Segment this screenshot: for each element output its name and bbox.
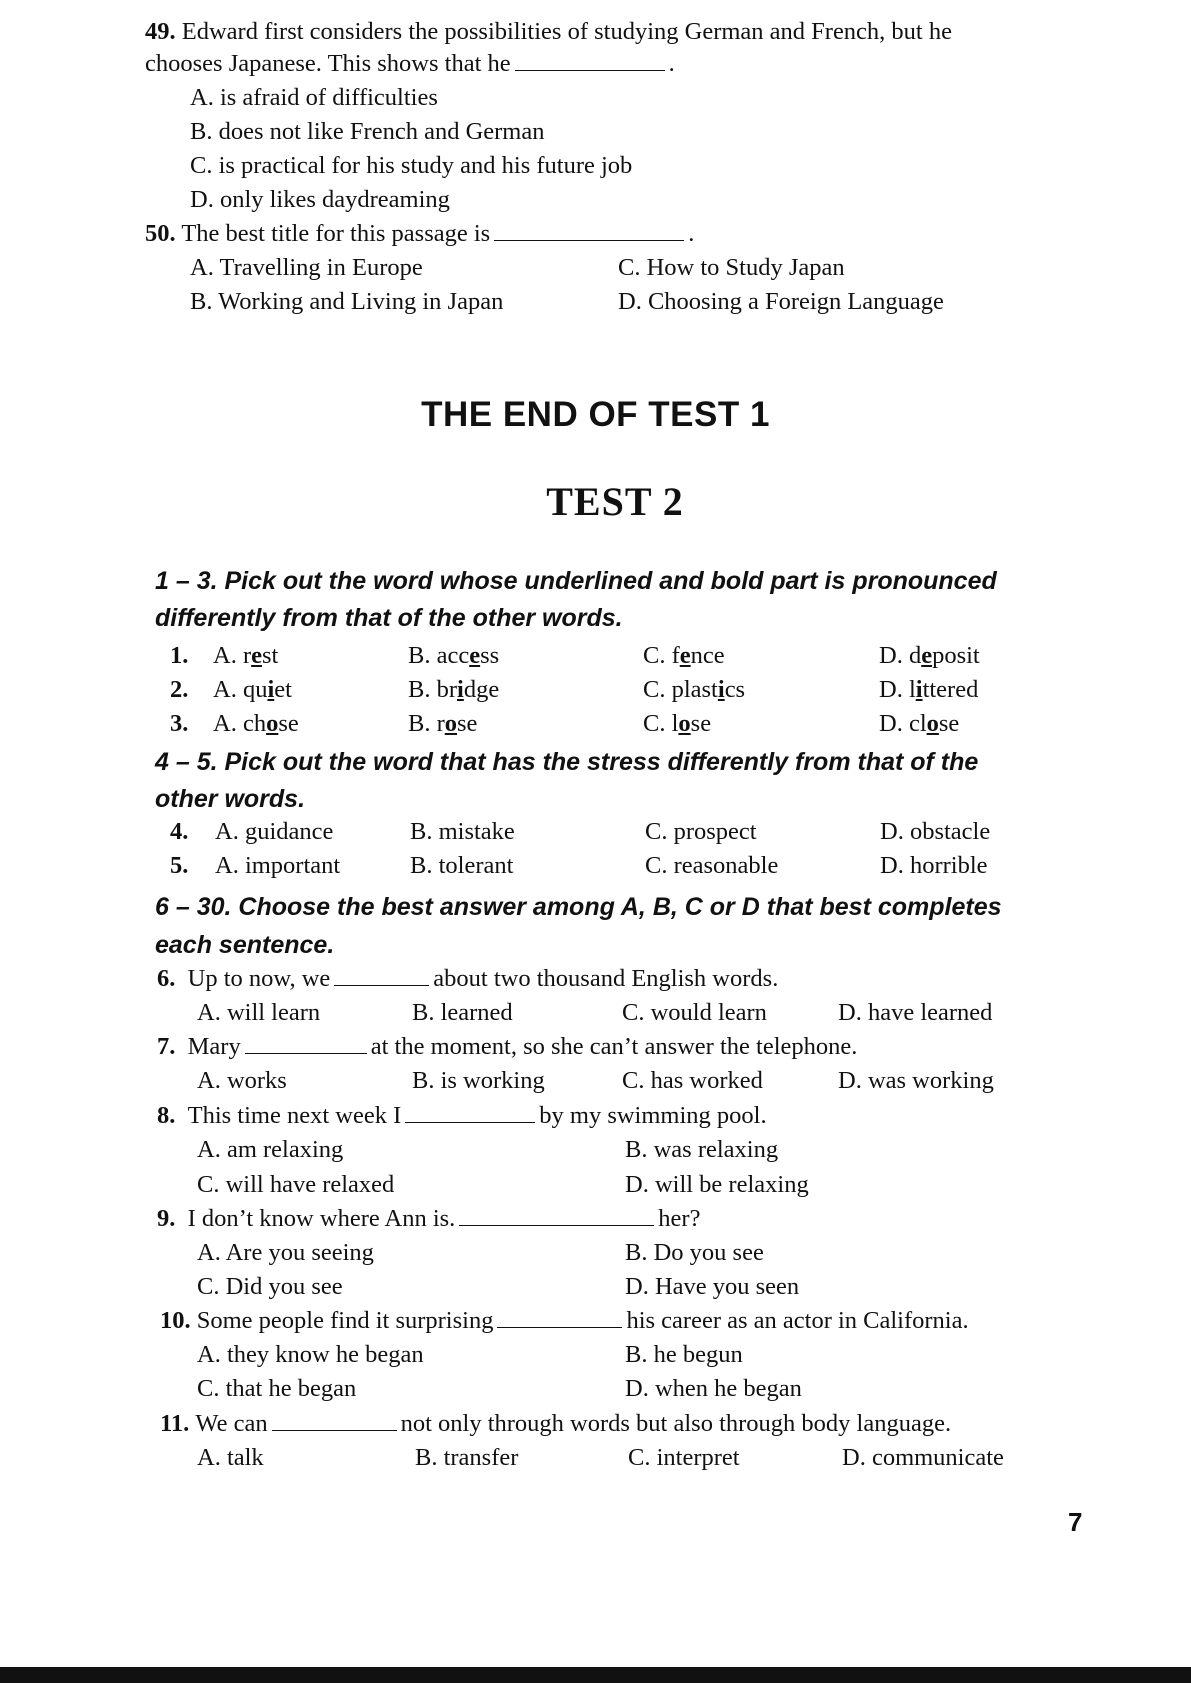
option-b: B. tolerant [410,852,514,879]
option-d: D. obstacle [880,818,991,845]
underlined-letter: o [926,710,939,737]
option-c: C. interpret [628,1444,740,1471]
option-b: B. learned [412,999,513,1026]
option-c: C. prospect [645,818,757,845]
question-50: 50. The best title for this passage is . [145,220,695,247]
underlined-letter: e [921,642,933,669]
underlined-letter: e [469,642,481,669]
underlined-letter: i [717,676,725,703]
question-8: 8. This time next week I by my swimming pool. [157,1102,767,1129]
question-6: 6. Up to now, we about two thousand English words. [157,965,779,992]
option-d: D. Have you seen [625,1273,800,1300]
option-a: A. they know he began [197,1341,424,1368]
underlined-letter: o [266,710,279,737]
question-5-number: 5. [170,852,189,879]
question-number: 49. [145,18,176,45]
question-text: The best title for this passage is [181,220,491,247]
option-c: C. Did you see [197,1273,343,1300]
option-b: B. rose [408,710,478,737]
option-d: D. will be relaxing [625,1171,809,1198]
bottom-border [0,1667,1191,1683]
option-c: C. reasonable [645,852,779,879]
question-10: 10. Some people find it surprising his career as an actor in California. [160,1307,969,1334]
option-d: D. horrible [880,852,988,879]
option-c: C. How to Study Japan [618,254,845,281]
option-b: B. access [408,642,500,669]
option-b: B. bridge [408,676,500,703]
section-3-instruction-line2: each sentence. [155,931,335,959]
question-9: 9. I don’t know where Ann is. her? [157,1205,701,1232]
option-d: D. close [879,710,960,737]
option-d: D. communicate [842,1444,1004,1471]
page-number: 7 [1068,1507,1083,1537]
option-d: D. when he began [625,1375,802,1402]
option-a: A. talk [197,1444,264,1471]
option-b: B. does not like French and German [190,118,545,145]
underlined-letter: e [679,642,691,669]
option-b: B. mistake [410,818,515,845]
section-3-instruction-line1: 6 – 30. Choose the best answer among A, B, C or D that best completes [155,893,1002,921]
underlined-letter: i [457,676,464,703]
option-a: A. rest [213,642,279,669]
option-a: A. chose [213,710,299,737]
option-a: A. Are you seeing [197,1239,374,1266]
option-a: A. will learn [197,999,321,1026]
option-c: C. that he began [197,1375,357,1402]
question-2-number: 2. [170,676,189,703]
underlined-letter: o [678,710,691,737]
option-c: C. fence [643,642,725,669]
option-b: B. Working and Living in Japan [190,288,504,315]
question-text: Edward first considers the possibilities of studying German and French, but he [181,18,952,45]
answer-blank [515,50,665,71]
section-2-instruction-line1: 4 – 5. Pick out the word that has the stress differently from that of the [155,748,979,776]
underlined-letter: o [444,710,457,737]
answer-blank [494,220,684,241]
question-11: 11. We can not only through words but also through body language. [160,1410,952,1437]
option-d: D. only likes daydreaming [190,186,450,213]
underlined-letter: i [915,676,923,703]
question-7: 7. Mary at the moment, so she can’t answer the telephone. [157,1033,858,1060]
question-49-line2: chooses Japanese. This shows that he . [145,50,675,77]
underlined-letter: i [267,676,275,703]
question-3-number: 3. [170,710,189,737]
section-1-instruction-line1: 1 – 3. Pick out the word whose underlined and bold part is pronounced [155,567,997,595]
option-c: C. will have relaxed [197,1171,395,1198]
option-d: D. littered [879,676,979,703]
option-d: D. deposit [879,642,980,669]
option-c: C. plastics [643,676,746,703]
option-c: C. lose [643,710,712,737]
section-1-instruction-line2: differently from that of the other words. [155,604,623,632]
option-a: A. guidance [215,818,334,845]
option-c: C. is practical for his study and his future job [190,152,633,179]
question-49-line1 [145,18,952,46]
underlined-letter: e [251,642,262,669]
option-c: C. would learn [622,999,767,1026]
end-of-test-heading: THE END OF TEST 1 [421,395,770,434]
question-1-number: 1. [170,642,189,669]
option-a: A. works [197,1067,287,1094]
option-a: A. quiet [213,676,292,703]
option-b: B. transfer [415,1444,519,1471]
test-2-heading: TEST 2 [546,479,684,524]
section-2-instruction-line2: other words. [155,785,306,813]
question-4-number: 4. [170,818,189,845]
option-d: D. was working [838,1067,994,1094]
option-b: B. Do you see [625,1239,764,1266]
option-b: B. he begun [625,1341,743,1368]
question-text: chooses Japanese. This shows that he [145,50,511,77]
option-d: D. have learned [838,999,993,1026]
option-b: B. is working [412,1067,545,1094]
option-b: B. was relaxing [625,1136,779,1163]
option-a: A. important [215,852,341,879]
option-a: A. is afraid of difficulties [190,84,438,111]
question-number: 50. [145,220,176,247]
option-d: D. Choosing a Foreign Language [618,288,944,315]
option-a: A. Travelling in Europe [190,254,423,281]
option-c: C. has worked [622,1067,763,1094]
option-a: A. am relaxing [197,1136,344,1163]
